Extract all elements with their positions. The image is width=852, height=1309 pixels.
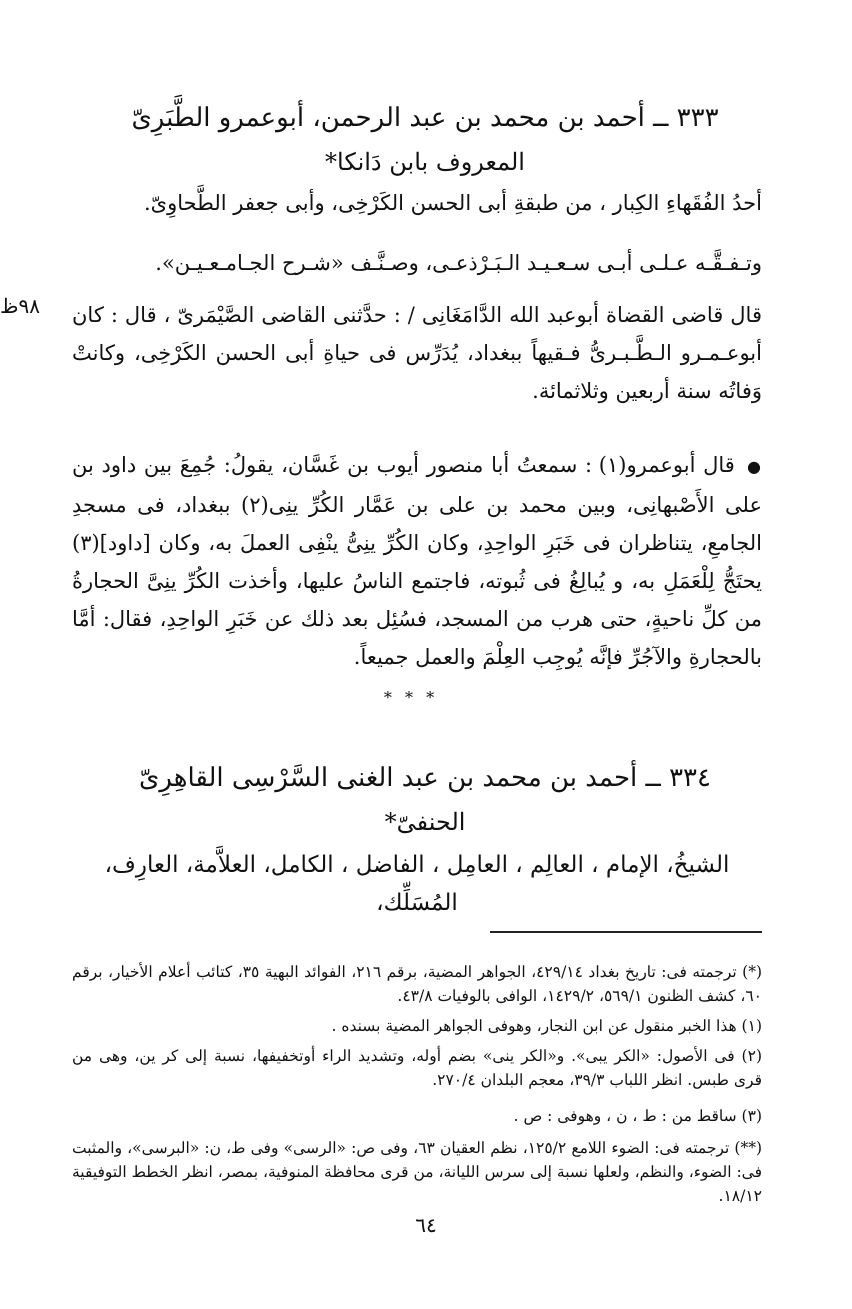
entry-334-title: ٣٣٤ ــ أحمد بن محمد بن عبد الغنى السَّرْسِى القاهِرِىّ [139, 763, 711, 793]
entry-333-anecdote-text: قال أبوعمرو(١) : سمعتُ أبا منصور أيوب بن غَسَّان، يقولُ: جُمِعَ بين داود بن على الأَصْبهانِى، وبين محمد بن على بن عَمَّار الكُرِّ ينِى(٢) ببغداد، فى مسجدِ الجامعِ، يتناظران فى خَبَرِ الواحِدِ، وكان الكُرِّ ينِىُّ ينْفِى العملَ به، وكان [داود](٣) يحتَجُّ لِلْعَمَلِ به، و يُبالِغُ فى ثُبوته، فاجتمع الناسُ عليها، وأخذت الكُرِّ ينِىَّ الحجارةُ من كلِّ ناحيةٍ، حتى هرب من المسجد، فسُئِل بعد ذلك عن خَبَرِ الواحِدِ، فقال: أمَّا بالحجارةِ والآجُرِّ فإنَّه يُوجِب العِلْمَ والعمل جميعاً. [72, 453, 762, 669]
section-separator: * * * [383, 688, 439, 707]
entry-333-study: وتـفـقَّـه عـلـى أبـى سـعـيـد الـبَـرْذعـى، وصـنَّـف «شـرح الجـامـعـيـن». [155, 251, 762, 275]
entry-333-intro: أحدُ الفُقَهاءِ الكِبار ، من طبقةِ أبى الحسن الكَرْخِى، وأبى جعفر الطَّحاوِىّ. [143, 191, 762, 215]
footnote-divider [490, 931, 762, 933]
entry-333-anecdote [72, 446, 762, 676]
footnote-entry-334: (**) ترجمته فى: الضوء اللامع ١٢٥/٢، نظم العقيان ٦٣، وفى ص: «الرسى» وفى ط، ن: «البرسى»، والمثبت فى: الضوء، والنظم، ولعلها نسبة إلى سرس الليانة، من قرى محافظة المنوفية، بمصر، انظر الخطط التوفيقية ١٨/١٢. [72, 1139, 762, 1205]
entry-333-title: ٣٣٣ ــ أحمد بن محمد بن عبد الرحمن، أبوعمرو الطَّبَرِىّ [131, 103, 719, 133]
footnote-3: (٣) ساقط من : ط ، ن ، وهوفى : ص . [513, 1107, 762, 1125]
footnote-1: (١) هذا الخبر منقول عن ابن النجار، وهوفى الجواهر المضية بسنده . [331, 1017, 762, 1035]
entry-334-subtitle: الحنفىّ* [384, 808, 466, 836]
entry-334-intro: الشيخُ، الإمام ، العالِم ، العامِل ، الفاضل ، الكامل، العلاَّمة، العارِف، المُسَلِّك، [104, 852, 730, 916]
entry-333-report: قال قاضى القضاة أبوعبد الله الدَّامَغَانِى / : حدَّثنى القاضى الصَّيْمَرىّ ، قال : كان أبوعـمـرو الـطَّـبـرىُّ فـقيهاً ببغداد، يُدَرِّس فى حياةِ أبى الحسن الكَرْخِى، وكانتْ وَفاتُه سنة أربعين وثلاثمائة. [72, 303, 762, 403]
footnote-entry-333: (*) ترجمته فى: تاريخ بغداد ٤٢٩/١٤، الجواهر المضية، برقم ٢١٦، الفوائد البهية ٣٥، كتائب أعلام الأخيار، برقم ٦٠، كشف الظنون ٥٦٩/١، ١٤٢٩/٢، الوافى بالوفيات ٤٣/٨. [72, 963, 762, 1005]
page-number: ٦٤ [415, 1213, 437, 1237]
bullet-icon: ● [734, 457, 762, 476]
manuscript-folio-note: ٩٨ظ [0, 294, 40, 318]
entry-333-subtitle: المعروف بابن دَانكا* [325, 148, 525, 176]
footnote-2: (٢) فى الأصول: «الكر يبى». و«الكر ينى» بضم أوله، وتشديد الراء أوتخفيفها، نسبة إلى كر ين، وهى من قرى طبس. انظر اللباب ٣٩/٣، معجم البلدان ٢٧٠/٤. [72, 1047, 762, 1089]
